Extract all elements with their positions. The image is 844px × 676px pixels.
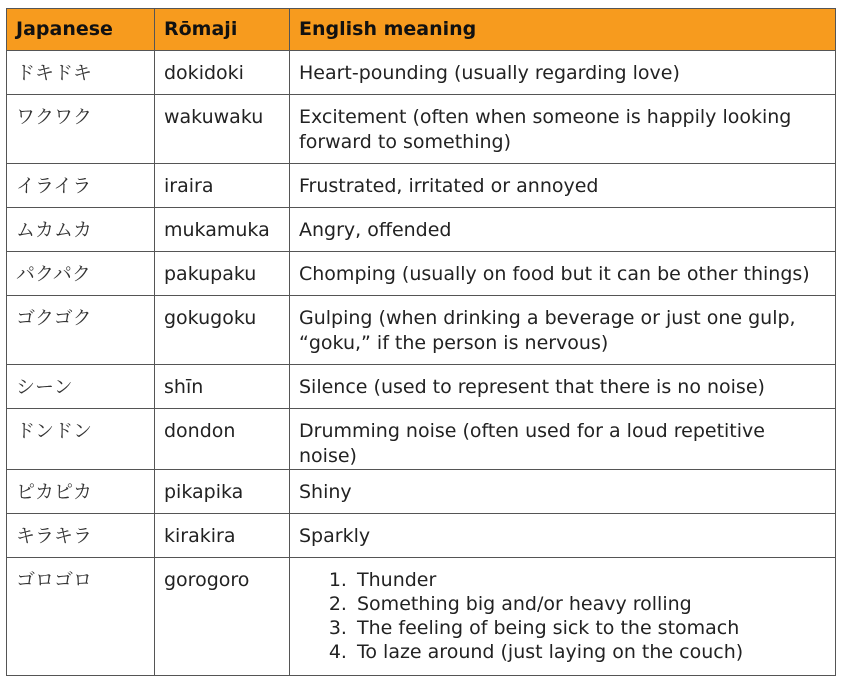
meaning-list-item: 2. Something big and/or heavy rolling [353,592,826,616]
meaning-list-item: 4. To laze around (just laying on the couch) [353,640,826,664]
romaji-cell: pikapika [155,470,290,514]
japanese-cell: ドンドン [7,409,155,470]
meaning-cell: Excitement (often when someone is happily looking forward to something) [290,95,836,164]
meaning-cell: Sparkly [290,514,836,558]
romaji-cell: dokidoki [155,51,290,95]
romaji-cell: gokugoku [155,296,290,365]
japanese-cell: パクパク [7,252,155,296]
onomatopoeia-table [6,8,836,676]
table-row [7,95,836,164]
japanese-cell: ワクワク [7,95,155,164]
romaji-cell: mukamuka [155,208,290,252]
meaning-cell: Gulping (when drinking a beverage or just one gulp, “goku,” if the person is nervous) [290,296,836,365]
meaning-cell: Angry, offended [290,208,836,252]
table-row [7,365,836,409]
table-row [7,51,836,95]
meaning-list-item: 3. The feeling of being sick to the stomach [353,616,826,640]
romaji-cell: shīn [155,365,290,409]
table-row [7,296,836,365]
table-row [7,208,836,252]
meaning-cell: Drumming noise (often used for a loud repetitive noise) [290,409,836,470]
header-english-meaning: English meaning [290,9,836,51]
meaning-cell: Silence (used to represent that there is no noise) [290,365,836,409]
romaji-cell: wakuwaku [155,95,290,164]
header-row [7,9,836,51]
romaji-cell: pakupaku [155,252,290,296]
romaji-cell: iraira [155,164,290,208]
meaning-cell: Shiny [290,470,836,514]
romaji-cell: dondon [155,409,290,470]
meaning-cell: Heart-pounding (usually regarding love) [290,51,836,95]
meaning-cell [290,558,836,676]
table-row [7,252,836,296]
japanese-cell: キラキラ [7,514,155,558]
table-row [7,409,836,470]
japanese-cell: ピカピカ [7,470,155,514]
meaning-cell: Frustrated, irritated or annoyed [290,164,836,208]
japanese-cell: ドキドキ [7,51,155,95]
header-romaji: Rōmaji [155,9,290,51]
meaning-cell: Chomping (usually on food but it can be other things) [290,252,836,296]
romaji-cell: gorogoro [155,558,290,676]
romaji-cell: kirakira [155,514,290,558]
japanese-cell: イライラ [7,164,155,208]
table-row [7,514,836,558]
meaning-list [299,568,826,664]
japanese-cell: ゴクゴク [7,296,155,365]
table-row [7,164,836,208]
table-row-gorogoro [7,558,836,676]
header-japanese: Japanese [7,9,155,51]
japanese-cell: ゴロゴロ [7,558,155,676]
japanese-cell: ムカムカ [7,208,155,252]
japanese-cell: シーン [7,365,155,409]
meaning-list-item: 1. Thunder [353,568,826,592]
table-row [7,470,836,514]
